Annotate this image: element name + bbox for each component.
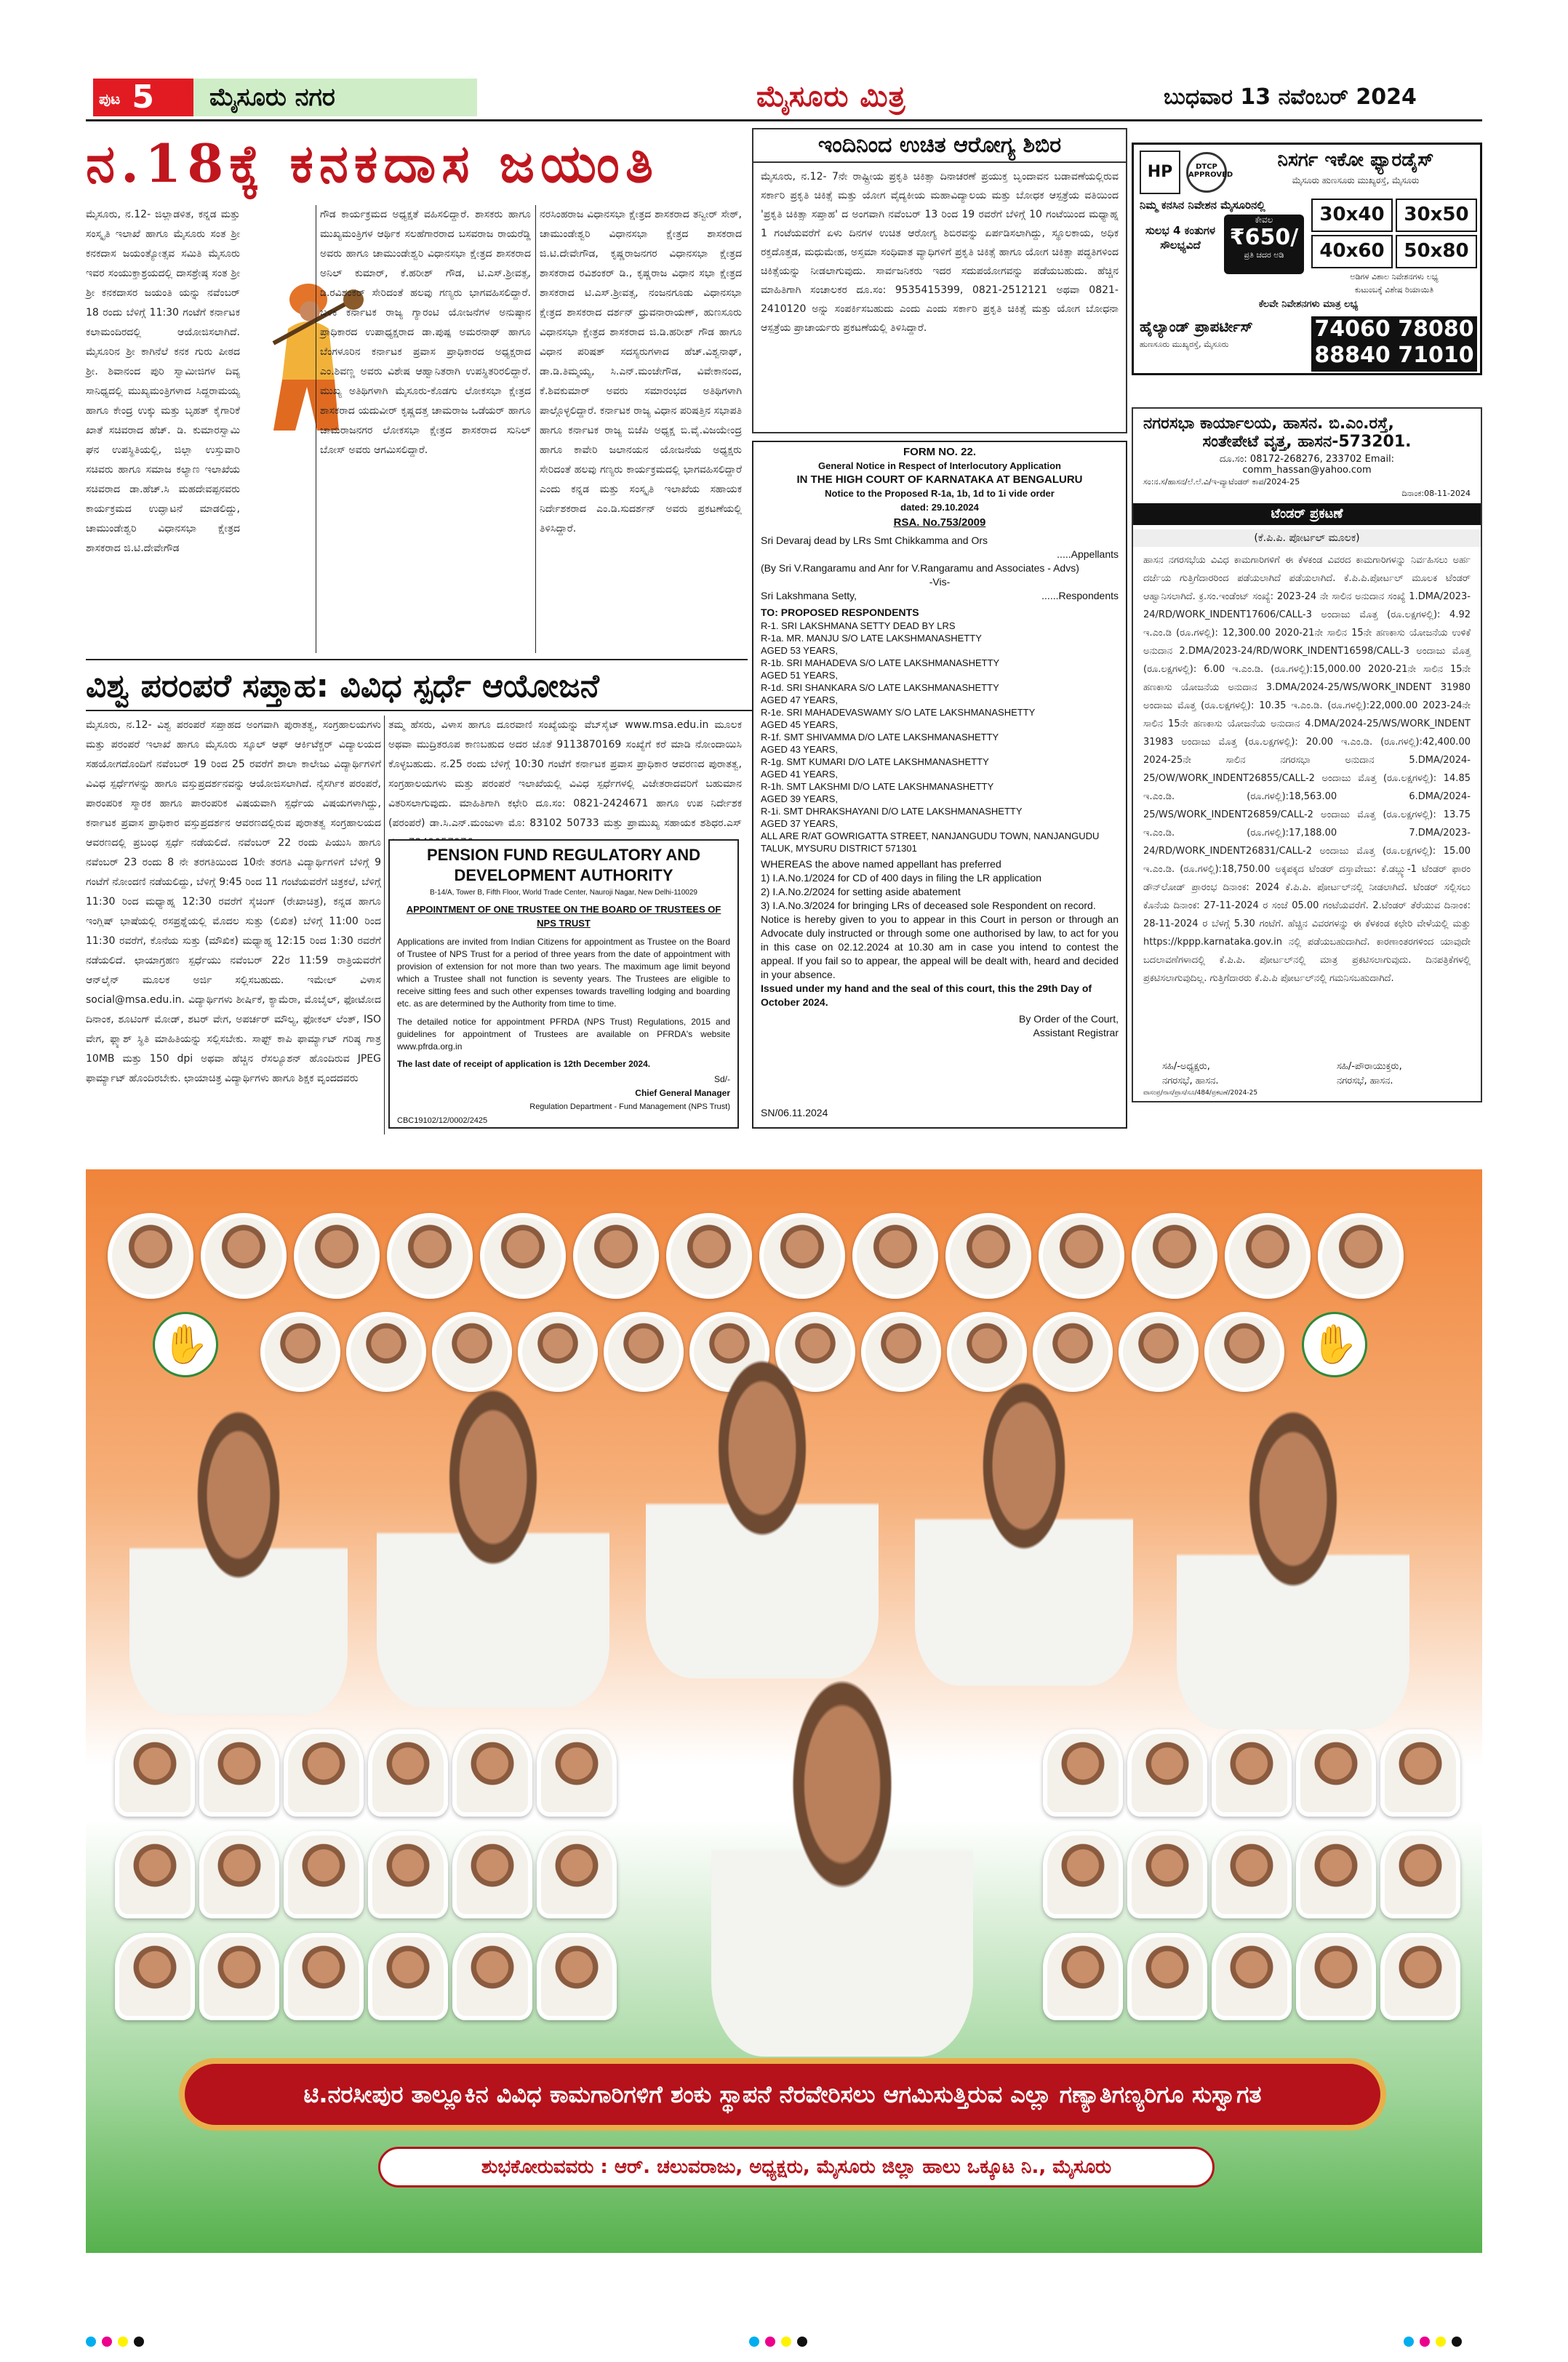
pfrda-para-1: Applications are invited from Indian Citizens for appointment as Trustee on the Board of Trustee of NPS Trust for a period of three years from the date of appointment with provision of extension for not more than two years. The maximum age limit beyond which a Trustee shall not function is seventy years. The Trustees are eligible to receive sitting fees and such other expenses towards travelling lodging and boarding etc. as are determined by the Authority from time to time. bbox=[397, 937, 730, 1009]
tender-body: ಹಾಸನ ನಗರಸಭೆಯ ವಿವಿಧ ಕಾಮಗಾರಿಗಳಿಗೆ ಈ ಕೆಳಕಂಡ ವಿವರದ ಕಾಮಗಾರಿಗಳನ್ನು ನಿರ್ವಹಿಸಲು ಅರ್ಹ ದರ್ಜೆಯ ಗುತ್ತಿಗೆದಾರರಿಂದ ಪಡೆಯಲಾಗಿದೆ ಪಡೆಯಲಾಗಿದೆ. ಕೆ.ಪಿ.ಪಿ.ಪೋರ್ಟಲ್ ಮೂಲಕ ಟೆಂಡರ್ ಆಹ್ವಾನಿಸಲಾಗಿದೆ. ಕ್ರ.ಸಂ.ಇಂಡೆಂಟ್ ಸಂಖ್ಯೆ: 2023-24 ನೇ ಸಾಲಿನ ಅನುದಾನ ಸಂಖ್ಯೆ 1.DMA/2023-24/RD/WORK_INDENT17606/CALL-3 ಅಂದಾಜು ಮೊತ್ತ (ರೂ.ಲಕ್ಷಗಳಲ್ಲಿ): 4.92 ಇ.ಎಂ.ಡಿ (ರೂ.ಗಳಲ್ಲಿ): 12,300.00 2020-21ನೇ ಸಾಲಿನ 15ನೇ ಹಣಕಾಸು ಯೋಜನೆಯ ಉಳಿಕೆ ಅನುದಾನ 2.DMA/2023-24/RD/WORK_INDENT16598/CALL-3 ಅಂದಾಜು ಮೊತ್ತ (ರೂ.ಲಕ್ಷಗಳಲ್ಲಿ): 6.00 ಇ.ಎಂ.ಡಿ. (ರೂ.ಗಳಲ್ಲಿ):15,000.00 2020-21ನೇ ಸಾಲಿನ 15ನೇ ಹಣಕಾಸು ಯೋಜನೆಯ ಅನುದಾನ 3.DMA/2024-25/WS/WORK_INDENT 31980 ಅಂದಾಜು ಮೊತ್ತ (ರೂ.ಲಕ್ಷಗಳಲ್ಲಿ): 10.35 ಇ.ಎಂ.ಡಿ. (ರೂ.ಗಳಲ್ಲಿ):22,000.00 2023-24ನೇ ಸಾಲಿನ 15ನೇ ಹಣಕಾಸು ಯೋಜನೆಯ ಅನುದಾನ 4.DMA/2024-25/WS/WORK_INDENT 31983 ಅಂದಾಜು ಮೊತ್ತ (ರೂ.ಲಕ್ಷಗಳಲ್ಲಿ): 20.00 ಇ.ಎಂ.ಡಿ. (ರೂ.ಗಳಲ್ಲಿ):42,400.00 2024-25ನೇ ಸಾಲಿನ ನಗರಸಭಾ ಅನುದಾನ 5.DMA/2024-25/OW/WORK_INDENT26855/CALL-2 ಅಂದಾಜು ಮೊತ್ತ (ರೂ.ಲಕ್ಷಗಳಲ್ಲಿ): 14.85 ಇ.ಎಂ.ಡಿ. (ರೂ.ಗಳಲ್ಲಿ):18,563.00 6.DMA/2024-25/WS/WORK_INDENT26859/CALL-2 ಅಂದಾಜು ಮೊತ್ತ (ರೂ.ಲಕ್ಷಗಳಲ್ಲಿ): 13.75 ಇ.ಎಂ.ಡಿ. (ರೂ.ಗಳಲ್ಲಿ):17,188.00 7.DMA/2023-24/RD/WORK_INDENT26831/CALL-2 ಅಂದಾಜು ಮೊತ್ತ (ರೂ.ಲಕ್ಷಗಳಲ್ಲಿ): 15.00 ಇ.ಎಂ.ಡಿ. (ರೂ.ಗಳಲ್ಲಿ):18,750.00 ಅಕ್ಕಪಕ್ಕದ ಟೆಂಡರ್ ದಸ್ತಾವೇಜು: ಕೆ.ಡಬ್ಲ್ಯು-1 ಟೆಂಡರ್ ಫಾರಂ ಡೌನ್‌ಲೋಡ್ ಪ್ರಾರಂಭ ದಿನಾಂಕ: 2024 ಕೆ.ಪಿ.ಪಿ. ಪೋರ್ಟಲ್‌ನಲ್ಲಿ ನೀಡಲಾಗಿದೆ. ಟೆಂಡರ್ ಸಲ್ಲಿಸಲು ಕೊನೆಯ ದಿನಾಂಕ: 27-11-2024 ರ ಸಂಜೆ 05.00 ಗಂಟೆಯವರೆಗೆ. 2.ಟೆಂಡರ್ ತೆರೆಯುವ ದಿನಾಂಕ: 28-11-2024 ರ ಬೆಳಗ್ಗೆ 5.30 ಗಂಟೆಗೆ. ಹೆಚ್ಚಿನ ವಿವರಗಳನ್ನು ಈ ಕೆಳಕಂಡ ಕಛೇರಿ ವೇಳೆಯಲ್ಲಿ ಮತ್ತು https://kppp.karnataka.gov.in ನಲ್ಲಿ ಪಡೆಯಬಹುದಾಗಿದೆ. ಕಾರಣಾಂತರಗಳಿಂದ ಯಾವುದೇ ಬದಲಾವಣೆಗಳಾದಲ್ಲಿ ಕೆ.ಪಿ.ಪಿ. ಪೋರ್ಟಲ್‌ನಲ್ಲಿ ಮಾತ್ರ ಪ್ರಕಟಿಸಲಾಗುವುದು. ದಿನಪತ್ರಿಕೆಗಳಲ್ಲಿ ಪ್ರಕಟಿಸಲಾಗುವುದಿಲ್ಲ. ಗುತ್ತಿಗೆದಾರರು ಕೆ.ಪಿ.ಪಿ ಪೋರ್ಟಲ್‌ನಲ್ಲಿ ಗಮನಿಸಬಹುದಾಗಿದೆ. bbox=[1143, 555, 1471, 984]
heritage-headline: ವಿಶ್ವ ಪರಂಪರೆ ಸಪ್ತಾಹ: ವಿವಿಧ ಸ್ಪರ್ಧೆ ಆಯೋಜನೆ bbox=[86, 668, 599, 705]
leader-portrait bbox=[1177, 1409, 1409, 1729]
portrait-circle bbox=[368, 1729, 448, 1817]
ad-phones bbox=[1311, 316, 1477, 372]
court-party-line: R-1f. SMT SHIVAMMA D/O LATE LAKSHMANASHETTY bbox=[761, 732, 999, 742]
color-registration-marks bbox=[749, 2336, 813, 2347]
portrait-circle bbox=[452, 1729, 532, 1817]
pfrda-para-2: The detailed notice for appointment PFRDA (NPS Trust) Regulations, 2015 and guidelines for appointment of Trustees are available on PFRDA's website www.pfrda.org.in bbox=[397, 1017, 730, 1052]
tender-foot: ವಾಸಂಪ್ರ/ನಾಸ/ಪ್ರಾಸ/ಸೂ/484/ಪ್ರಕಟಣೆ/2024-25 bbox=[1143, 1089, 1258, 1097]
portrait-circle bbox=[452, 1933, 532, 2020]
court-registrar: Assistant Registrar bbox=[1033, 1027, 1119, 1038]
column-rule bbox=[384, 716, 385, 1134]
tender-sign-2b: ನಗರಸಭೆ, ಹಾಸನ. bbox=[1337, 1076, 1393, 1086]
hp-logo: HP bbox=[1140, 151, 1180, 194]
registration-dot bbox=[797, 2337, 807, 2347]
court-order: By Order of the Court, bbox=[1019, 1013, 1119, 1025]
portrait-circle bbox=[537, 1933, 617, 2020]
court-party-line: R-1e. SRI MAHADEVASWAMY S/O LATE LAKSHMANASHETTY bbox=[761, 707, 1036, 718]
color-registration-marks bbox=[1404, 2336, 1468, 2347]
column-rule bbox=[535, 205, 536, 653]
portrait-circle bbox=[199, 1831, 279, 1918]
pfrda-dept: Regulation Department - Fund Management (NPS Trust) bbox=[529, 1102, 730, 1111]
portrait-circle bbox=[1043, 1729, 1123, 1817]
portrait-circle bbox=[861, 1312, 941, 1392]
court-form: FORM NO. 22. bbox=[903, 446, 976, 458]
tender-sign-1: ಸಹಿ/-ಅಧ್ಯಕ್ಷರು, bbox=[1162, 1061, 1210, 1072]
price-suffix: ಪ್ರತಿ ಚದರ ಅಡಿ bbox=[1244, 250, 1284, 260]
ad-phone-1: 74060 78080 bbox=[1314, 316, 1474, 342]
price-prefix: ಕೇವಲ bbox=[1255, 215, 1273, 225]
tender-address: ಸಂತೇಪೇಟೆ ವೃತ್ತ, ಹಾಸನ-573201. bbox=[1202, 433, 1412, 451]
court-party-line: AGED 41 YEARS, bbox=[761, 769, 838, 780]
portrait-circle bbox=[1380, 1729, 1460, 1817]
court-party-line: R-1. SRI LAKSHMANA SETTY DEAD BY LRS bbox=[761, 620, 956, 631]
portrait-circle bbox=[1296, 1729, 1376, 1817]
property-ad bbox=[1132, 143, 1482, 375]
court-appellant: Sri Devaraj dead by LRs Smt Chikkamma and Ors bbox=[761, 535, 988, 546]
welcome-banner: ಟಿ.ನರಸೀಪುರ ತಾಲ್ಲೂಕಿನ ವಿವಿಧ ಕಾಮಗಾರಿಗಳಿಗೆ ಶಂಕು ಸ್ಥಾಪನೆ ನೆರವೇರಿಸಲು ಆಗಮಿಸುತ್ತಿರುವ ಎಲ್ಲಾ ಗಣ್ಯಾತಿಗಣ್ಯರಿಗೂ ಸುಸ್ವಾಗತ bbox=[179, 2058, 1386, 2131]
court-party-line: AGED 53 YEARS, bbox=[761, 645, 838, 656]
portrait-circle bbox=[1212, 1933, 1292, 2020]
court-sn: SN/06.11.2024 bbox=[761, 1107, 828, 1118]
portrait-circle bbox=[284, 1729, 364, 1817]
main-portrait bbox=[711, 1678, 973, 2057]
portrait-circle bbox=[1318, 1213, 1404, 1299]
lead-col3: ನರಸಿಂಹರಾಜ ವಿಧಾನಸಭಾ ಕ್ಷೇತ್ರದ ಶಾಸಕರಾದ ತನ್ವೀರ್ ಸೇಠ್, ಚಾಮುಂಡೇಶ್ವರಿ ವಿಧಾನಸಭಾ ಕ್ಷೇತ್ರದ ಶಾಸಕರಾದ ಜಿ.ಟಿ.ದೇವೇಗೌಡ, ಕೃಷ್ಣರಾಜನಗರ ವಿಧಾನಸಭಾ ಕ್ಷೇತ್ರದ ಶಾಸಕರಾದ ರವಿಶಂಕರ್ ಡಿ., ಕೃಷ್ಣರಾಜ ವಿಧಾನ ಸಭಾ ಕ್ಷೇತ್ರದ ಶಾಸಕರಾದ ಟಿ.ಎಸ್.ಶ್ರೀವತ್ಸ, ನಂಜನಗೂಡು ವಿಧಾನಸಭಾ ಕ್ಷೇತ್ರದ ಶಾಸಕರಾದ ದರ್ಶನ್ ಧ್ರುವನಾರಾಯಣ್, ಹುಣಸೂರು ವಿಧಾನಸಭಾ ಕ್ಷೇತ್ರದ ಶಾಸಕರಾದ ಜಿ.ಡಿ.ಹರೀಶ್ ಗೌಡ ಹಾಗೂ ವಿಧಾನ ಪರಿಷತ್ ಸದಸ್ಯರುಗಳಾದ ಹೆಚ್.ವಿಶ್ವನಾಥ್, ಡಾ.ಡಿ.ತಿಮ್ಮಯ್ಯ, ಸಿ.ಎನ್.ಮಂಜೇಗೌಡ, ವಿವೇಕಾನಂದ, ಕೆ.ಶಿವಕುಮಾರ್ ಅವರು ಸಮಾರಂಭದ ಅತಿಥಿಗಳಾಗಿ ಪಾಲ್ಗೊಳ್ಳಲಿದ್ದಾರೆ. ಕರ್ನಾಟಕ ರಾಜ್ಯ ವಿಧಾನ ಪರಿಷತ್ತಿನ ಸಭಾಪತಿ ಹಾಗೂ ಕರ್ನಾಟಕ ರಾಜ್ಯ ಬಿಜೆಪಿ ಅಧ್ಯಕ್ಷ ಬಿ.ವೈ.ವಿಜಯೇಂದ್ರ ಹಾಗೂ ಕಾವೇರಿ ಜಲಾನಯನ ಯೋಜನೆಯ ಅಧ್ಯಕ್ಷರು ಸೇರಿದಂತೆ ಹಲವು ಗಣ್ಯರು ಕಾರ್ಯಕ್ರಮದಲ್ಲಿ ಭಾಗವಹಿಸಲಿದ್ದಾರೆ ಎಂದು ಕನ್ನಡ ಮತ್ತು ಸಂಸ್ಕೃತಿ ಇಲಾಖೆಯ ಸಹಾಯಕ ನಿರ್ದೇಶಕರಾದ ಎಂ.ಡಿ.ಸುದರ್ಶನ್ ಅವರು ಪ್ರಕಟಣೆಯಲ್ಲಿ ತಿಳಿಸಿದ್ದಾರೆ. bbox=[540, 209, 742, 535]
page-number: 5 bbox=[132, 79, 154, 116]
court-notice bbox=[752, 441, 1127, 1129]
portrait-circle bbox=[346, 1312, 426, 1392]
pfrda-subtitle: APPOINTMENT OF ONE TRUSTEE ON THE BOARD OF TRUSTEES OF NPS TRUST bbox=[406, 904, 721, 929]
page-number-badge bbox=[93, 79, 193, 116]
party-hand-symbol-icon: ✋ bbox=[1302, 1312, 1367, 1377]
portrait-circle bbox=[115, 1831, 195, 1918]
pfrda-title: PENSION FUND REGULATORY AND DEVELOPMENT AUTHORITY bbox=[426, 846, 701, 884]
registration-dot bbox=[86, 2337, 96, 2347]
ad-easy-installments: ಸುಲಭ 4 ಕಂತುಗಳ ಸೌಲಭ್ಯವಿದೆ bbox=[1145, 224, 1215, 252]
portrait-circle bbox=[1225, 1213, 1311, 1299]
dtcp-seal: DTCP APPROVED bbox=[1186, 152, 1227, 193]
court-issued: Issued under my hand and the seal of this court, this the 29th Day of October 2024. bbox=[761, 982, 1092, 1008]
portrait-circle bbox=[108, 1213, 193, 1299]
court-counsel: (By Sri V.Rangaramu and Anr for V.Rangaramu and Associates - Advs) bbox=[761, 562, 1079, 574]
court-line: Notice to the Proposed R-1a, 1b, 1d to 1i vide order bbox=[825, 488, 1055, 499]
portrait-circle bbox=[284, 1933, 364, 2020]
tender-title: ಟೆಂಡರ್ ಪ್ರಕಟಣೆ bbox=[1133, 503, 1481, 525]
portrait-circle bbox=[573, 1213, 659, 1299]
pfrda-sd: Sd/- bbox=[713, 1074, 730, 1084]
court-whereas: WHEREAS the above named appellant has preferred bbox=[761, 858, 1001, 870]
portrait-circle bbox=[1212, 1831, 1292, 1918]
lead-headline: ನ.18ಕ್ಕೆ ಕನಕದಾಸ ಜಯಂತಿ bbox=[86, 132, 660, 194]
ad-note-2: ಕುಟುಂಬಕ್ಕೆ ವಿಶೇಷ ರಿಯಾಯಿತಿ bbox=[1354, 285, 1434, 295]
tender-dated: ದಿನಾಂಕ:08-11-2024 bbox=[1401, 489, 1471, 498]
tender-phone: ದೂ.ಸಂ: 08172-268276, 233702 Email: bbox=[1219, 454, 1395, 465]
court-party-line: R-1i. SMT DHRAKSHAYANI D/O LATE LAKSHMANASHETTY bbox=[761, 806, 1023, 817]
portrait-circle bbox=[1132, 1213, 1217, 1299]
portrait-circle bbox=[604, 1312, 684, 1392]
portrait-circle bbox=[1296, 1933, 1376, 2020]
registration-dot bbox=[118, 2337, 128, 2347]
court-parties bbox=[753, 620, 1126, 854]
health-body: ಮೈಸೂರು, ನ.12- 7ನೇ ರಾಷ್ಟ್ರೀಯ ಪ್ರಕೃತಿ ಚಿಕಿತ್ಸಾ ದಿನಾಚರಣೆ ಪ್ರಯುಕ್ತ ಬೃಂದಾವನ ಬಡಾವಣೆಯಲ್ಲಿರುವ ಸರ್ಕಾರಿ ಪ್ರಕೃತಿ ಚಿಕಿತ್ಸೆ ಮತ್ತು ಯೋಗ ವೈದ್ಯಕೀಯ ಮಹಾವಿದ್ಯಾಲಯ ಮತ್ತು ಬೋಧಕ ಆಸ್ಪತ್ರೆಯ ವತಿಯಿಂದ 'ಪ್ರಕೃತಿ ಚಿಕಿತ್ಸಾ ಸಪ್ತಾಹ' ದ ಅಂಗವಾಗಿ ನವೆಂಬರ್ 13 ರಿಂದ 19 ರವರೆಗೆ ಬೆಳಿಗ್ಗೆ 10 ಗಂಟೆಯಿಂದ ಮಧ್ಯಾಹ್ನ 1 ಗಂಟೆಯವರೆಗೆ ಏಳು ದಿನಗಳ ಉಚಿತ ಆರೋಗ್ಯ ಶಿಬಿರವನ್ನು ಏರ್ಪಡಿಸಲಾಗಿದ್ದು, ಸ್ಥೂಲಕಾಯ, ಅಧಿಕ ರಕ್ತದೊತ್ತಡ, ಮಧುಮೇಹ, ಅಸ್ತಮಾ ಸಂಧಿವಾತ ವ್ಯಾಧಿಗಳಿಗೆ ಪ್ರಕೃತಿ ಚಿಕಿತ್ಸೆ ಹಾಗೂ ಯೋಗ ಚಿಕಿತ್ಸಾ ಪದ್ಧತಿಗಳಿಂದ ಚಿಕಿತ್ಸೆಯನ್ನು ನೀಡಲಾಗುವುದು. ಸಾರ್ವಜನಿಕರು ಇದರ ಸದುಪಯೋಗವನ್ನು ಪಡೆಯಬಹುದು. ಹೆಚ್ಚಿನ ಮಾಹಿತಿಗಾಗಿ ಸಂಚಾಲಕರ ದೂ.ಸಂ: 9535415399, 0821-2512121 ಅಥವಾ 0821-2410120 ಅನ್ನು ಸಂಪರ್ಕಿಸಬಹುದು ಎಂದು ಎಂದು ಸರ್ಕಾರಿ ಪ್ರಕೃತಿ ಚಿಕಿತ್ಸೆ ಮತ್ತು ಯೋಗ ಬೋಧನಾ ಆಸ್ಪತ್ರೆಯ ಪ್ರಾಚಾರ್ಯರು ಪ್ರಕಟಣೆಯಲ್ಲಿ ತಿಳಿಸಿದ್ದಾರೆ. bbox=[761, 171, 1119, 334]
portrait-circle bbox=[368, 1933, 448, 2020]
portrait-circle bbox=[1119, 1312, 1199, 1392]
portrait-circle bbox=[1127, 1831, 1207, 1918]
portrait-circle bbox=[1127, 1729, 1207, 1817]
portrait-circle bbox=[1043, 1831, 1123, 1918]
edition-date: ಬುಧವಾರ 13 ನವೆಂಬರ್ 2024 bbox=[1164, 84, 1417, 110]
leader-portrait bbox=[129, 1409, 348, 1715]
plot-size: 40x60 bbox=[1311, 235, 1393, 268]
registration-dot bbox=[1420, 2337, 1430, 2347]
court-ia-3: 3) I.A.No.3/2024 for bringing LRs of deceased sole Respondent on record. bbox=[761, 900, 1096, 911]
court-party-line: R-1g. SMT KUMARI D/O LATE LAKSHMANASHETTY bbox=[761, 756, 989, 767]
court-party-line: AGED 45 YEARS, bbox=[761, 719, 838, 730]
portrait-circle bbox=[201, 1213, 287, 1299]
registration-dot bbox=[102, 2337, 112, 2347]
court-notice-text: Notice is hereby given to you to appear in this Court in person or through an Advocate duly instructed or through some one authorised by law, to act for you in this case on 02.12.2024 at 10.30 am in case you intend to contest the appeal. If you fail so to appear, the appeal will be dealt with, heard and decided in your absence. bbox=[761, 913, 1119, 980]
portrait-circle bbox=[518, 1312, 598, 1392]
portrait-circle bbox=[432, 1312, 512, 1392]
ad-company-sub: ಹುಣಸೂರು ಮುಖ್ಯರಸ್ತೆ, ಮೈಸೂರು bbox=[1140, 340, 1229, 349]
portrait-circle bbox=[945, 1213, 1031, 1299]
leader-portrait bbox=[646, 1358, 879, 1678]
portrait-circle bbox=[452, 1831, 532, 1918]
registration-dot bbox=[1404, 2337, 1414, 2347]
court-line: dated: 29.10.2024 bbox=[900, 502, 979, 513]
pfrda-address: B-14/A, Tower B, Fifth Floor, World Trade Center, Nauroji Nagar, New Delhi-110029 bbox=[430, 889, 697, 897]
court-respondents-tag: ......Respondents bbox=[1041, 590, 1119, 601]
court-to: TO: PROPOSED RESPONDENTS bbox=[761, 606, 919, 618]
masthead: ಮೈಸೂರು ಮಿತ್ರ bbox=[756, 80, 906, 113]
portrait-circle bbox=[1380, 1831, 1460, 1918]
portrait-circle bbox=[199, 1729, 279, 1817]
heritage-col2: ತಮ್ಮ ಹೆಸರು, ವಿಳಾಸ ಹಾಗೂ ದೂರವಾಣಿ ಸಂಖ್ಯೆಯನ್ನು ವೆಬ್‌ಸೈಟ್ www.msa.edu.in ಮೂಲಕ ಅಥವಾ ಮುದ್ರಿತರೂಪ ಕಾಣಬಹುದ ಅದರ ಜೊತೆ 9113870169 ಸಂಖ್ಯೆಗೆ ಕರೆ ಮಾಡಿ ನೋಂದಾಯಿಸಿ ಕೊಳ್ಳಬಹುದು. ನ.25 ರಂದು ಬೆಳಿಗ್ಗೆ 10:30 ಗಂಟೆಗೆ ಕರ್ನಾಟಕ ಪ್ರವಾಸ ಪ್ರಾಧಿಕಾರ ಆವರಣದ ಪುರಾತತ್ವ, ಸಂಗ್ರಹಾಲಯಗಳು ಮತ್ತು ಪರಂಪರೆ ಇಲಾಖೆಯಲ್ಲಿ ವಿವಿಧ ಸ್ಪರ್ಧೆಗಳಲ್ಲಿ ವಿಜೇತರಾದವರಿಗೆ ಬಹುಮಾನ ವಿತರಿಸಲಾಗುವುದು. ಮಾಹಿತಿಗಾಗಿ ಕಛೇರಿ ದೂ.ಸಂ: 0821-2424671 ಹಾಗೂ ಉಪ ನಿರ್ದೇಶಕ (ಪರಂಪರೆ) ಡಾ.ಸಿ.ಎನ್.ಮಂಜುಳಾ ಮೊ: 83102 50733 ಮತ್ತು ಪ್ರಾಮುಖ್ಯ ಸಹಾಯಕ ಶಶಿಧರ.ಎಸ್ bbox=[388, 719, 742, 829]
portrait-circle bbox=[1043, 1933, 1123, 2020]
plot-size: 50x80 bbox=[1396, 235, 1477, 268]
lead-col2: ಗೌಡ ಕಾರ್ಯಕ್ರಮದ ಅಧ್ಯಕ್ಷತೆ ವಹಿಸಲಿದ್ದಾರೆ. ಶಾಸಕರು ಹಾಗೂ ಮುಖ್ಯಮಂತ್ರಿಗಳ ಆರ್ಥಿಕ ಸಲಹೆಗಾರರಾದ ಬಸವರಾಜ ರಾಯರೆಡ್ಡಿ ಅವರು ಹಾಗೂ ಚಾಮುಂಡೇಶ್ವರಿ ವಿಧಾನಸಭಾ ಕ್ಷೇತ್ರದ ಶಾಸಕರಾದ ಅನಿಲ್ ಕುಮಾರ್, ಕೆ.ಹರೀಶ್ ಗೌಡ, ಟಿ.ಎಸ್.ಶ್ರೀವತ್ಸ, ಡಿ.ರವಿಶಂಕರ್ ಸೇರಿದಂತೆ ಹಲವು ಗಣ್ಯರು ಭಾಗವಹಿಸಲಿದ್ದಾರೆ. ಬಳಿಕ ಕರ್ನಾಟಕ ರಾಜ್ಯ ಗ್ಯಾರಂಟಿ ಯೋಜನೆಗಳ ಅನುಷ್ಠಾನ ಪ್ರಾಧಿಕಾರದ ಉಪಾಧ್ಯಕ್ಷರಾದ ಡಾ.ಪುಷ್ಪ ಅಮರನಾಥ್ ಹಾಗೂ ಬೆಂಗಳೂರಿನ ಕರ್ನಾಟಕ ಪ್ರವಾಸ ಪ್ರಾಧಿಕಾರದ ಅಧ್ಯಕ್ಷರಾದ ಎಂ.ಶಿವಣ್ಣ ಅವರು ವಿಶೇಷ ಆಹ್ವಾನಿತರಾಗಿ ಉಪಸ್ಥಿತರಿರಲಿದ್ದಾರೆ. ಮುಖ್ಯ ಅತಿಥಿಗಳಾಗಿ ಮೈಸೂರು-ಕೊಡಗು ಲೋಕಸಭಾ ಕ್ಷೇತ್ರದ ಶಾಸಕರಾದ ಯದುವೀರ್ ಕೃಷ್ಣದತ್ತ ಚಾಮರಾಜ ಒಡೆಯರ್ ಹಾಗೂ ಚಾಮರಾಜನಗರ ಲೋಕಸಭಾ ಕ್ಷೇತ್ರದ ಶಾಸಕರಾದ ಸುನಿಲ್ ಬೋಸ್ ಅವರು ಆಗಮಿಸಲಿದ್ದಾರೆ. bbox=[320, 209, 531, 456]
court-respondent-row bbox=[753, 589, 1126, 603]
tender-notice bbox=[1132, 407, 1482, 1102]
party-hand-symbol-icon: ✋ bbox=[153, 1312, 218, 1377]
court-line: IN THE HIGH COURT OF KARNATAKA AT BENGALURU bbox=[796, 473, 1083, 486]
pfrda-para-3: The last date of receipt of application is 12th December 2024. bbox=[397, 1059, 651, 1069]
court-party-line: R-1h. SMT LAKSHMI D/O LATE LAKSHMANASHETTY bbox=[761, 781, 994, 792]
wishers-banner: ಶುಭಕೋರುವವರು : ಆರ್. ಚಲುವರಾಜು, ಅಧ್ಯಕ್ಷರು, ಮೈಸೂರು ಜಿಲ್ಲಾ ಹಾಲು ಒಕ್ಕೂಟ ನಿ., ಮೈಸೂರು bbox=[378, 2147, 1215, 2187]
portrait-circle bbox=[294, 1213, 380, 1299]
portrait-circle bbox=[115, 1933, 195, 2020]
plot-size: 30x50 bbox=[1396, 199, 1477, 232]
court-party-line: AGED 47 YEARS, bbox=[761, 694, 838, 705]
price-value: 650/ bbox=[1244, 225, 1299, 250]
portrait-circle bbox=[759, 1213, 845, 1299]
leader-portrait bbox=[915, 1380, 1133, 1686]
heritage-col1: ಮೈಸೂರು, ನ.12- ವಿಶ್ವ ಪರಂಪರೆ ಸಪ್ತಾಹದ ಅಂಗವಾಗಿ ಪುರಾತತ್ವ, ಸಂಗ್ರಹಾಲಯಗಳು ಮತ್ತು ಪರಂಪರೆ ಇಲಾಖೆ ಹಾಗೂ ಮೈಸೂರು ಸ್ಕೂಲ್ ಆಫ್ ಆರ್ಕಿಟೆಕ್ಚರ್ ವಿದ್ಯಾಲಯದ ಸಹಯೋಗದೊಂದಿಗೆ ನವೆಂಬರ್ 19 ರಿಂದ 25 ರವರೆಗೆ ಶಾಲಾ ಕಾಲೇಜು ವಿದ್ಯಾರ್ಥಿಗಳಿಗೆ ವಿವಿಧ ಸ್ಪರ್ಧೆಗಳನ್ನು ಹಾಗೂ ವಸ್ತುಪ್ರದರ್ಶನವನ್ನು ಆಯೋಜಿಸಲಾಗಿದೆ. ನೈಸರ್ಗಿಕ ಪರಂಪರೆ, ಪಾರಂಪರಿಕ ಸ್ಮಾರಕ ಹಾಗೂ ಪಾರಂಪರಿಕ ವಿಷಯವಾಗಿ ಸ್ಪರ್ಧೆಯ ವಿಷಯಗಳಾಗಿದ್ದು, ಕರ್ನಾಟಕ ಪ್ರವಾಸ ಪ್ರಾಧಿಕಾರ ವಸ್ತುಪ್ರದರ್ಶನ ಆವರಣದಲ್ಲಿರುವ ಪುರಾತತ್ವ ಸಂಗ್ರಹಾಲಯದ ಆವರಣದಲ್ಲಿ ಪ್ರಬಂಧ ಸ್ಪರ್ಧೆ ನಡೆಯಲಿದೆ. ನವೆಂಬರ್ 22 ರಂದು ಪಿಯುಸಿ ಹಾಗೂ ನವೆಂಬರ್ 23 ರಂದು 8 ನೇ ತರಗತಿಯಿಂದ 10ನೇ ತರಗತಿ ವಿದ್ಯಾರ್ಥಿಗಳಿಗೆ ಬೆಳಿಗ್ಗೆ 9 ಗಂಟೆಗೆ ನೋಂದಣಿ ನಡೆಯಲಿದ್ದು, ಬೆಳಿಗ್ಗೆ 9:45 ರಿಂದ 11 ಗಂಟೆಯವರೆಗೆ ಚಿತ್ರಕಲೆ, ಬೆಳಿಗ್ಗೆ 11:30 ರಿಂದ ಮಧ್ಯಾಹ್ನ 12:30 ರವರೆಗೆ ಸ್ಕೆಚಿಂಗ್ (ರೇಖಾಚಿತ್ರ), ಕನ್ನಡ ಹಾಗೂ ಇಂಗ್ಲಿಷ್ ಭಾಷೆಯಲ್ಲಿ ರಸಪ್ರಶ್ನೆಯಲ್ಲಿ ಮೊದಲ ಸುತ್ತು (ಲಿಖಿತ) ಬೆಳಿಗ್ಗೆ 11:00 ರಿಂದ 11:30 ರವರೆಗೆ, ಕೊನೆಯ ಸುತ್ತು (ಮೌಖಿಕ) ಮಧ್ಯಾಹ್ನ 12:15 ರಿಂದ 1:30 ರವರೆಗೆ ನಡೆಯಲಿದೆ. ಛಾಯಾಗ್ರಹಣ ಸ್ಪರ್ಧೆಯು ನವೆಂಬರ್ 22ರ 11:59 ರಾತ್ರಿಯವರೆಗೆ ಆನ್‌ಲೈನ್ ಮೂಲಕ ಅರ್ಜಿ ಸಲ್ಲಿಸಬಹುದು. ಇಮೇಲ್ ವಿಳಾಸ social@msa.edu.in. ವಿದ್ಯಾರ್ಥಿಗಳು ಶೀರ್ಷಿಕೆ, ಕ್ಯಾಮೆರಾ, ಮೊಬೈಲ್, ಫೋಟೋದ ದಿನಾಂಕ, ಶೂಟಿಂಗ್ ಮೋಡ್, ಶಟರ್ ವೇಗ, ಅಪರ್ಚರ್ ಮೌಲ್ಯ, ಫೋಕಲ್ ಲೆಂತ್, ISO ವೇಗ, ಫ್ಲ್ಯಾಶ್ ಸ್ಥಿತಿ ಮಾಹಿತಿಯನ್ನು ಸಲ್ಲಿಸಬೇಕು. ಸಾಫ್ಟ್ ಕಾಪಿ ಫಾರ್ಮ್ಯಾಟ್ ಗರಿಷ್ಠ ಗಾತ್ರ 10MB ಮತ್ತು 150 dpi ಅಥವಾ ಹೆಚ್ಚಿನ ರೆಸಲ್ಯೂಶನ್ ಹೊಂದಿರುವ JPEG ಫಾರ್ಮ್ಯಾಟ್ ಹೊಂದಿರಬೇಕು. ಛಾಯಾಚಿತ್ರ ವಿದ್ಯಾರ್ಥಿಗಳು ಹಾಗೂ ಶಿಕ್ಷಕ ವೃಂದದವರು bbox=[86, 719, 381, 1084]
court-party-line: AGED 37 YEARS, bbox=[761, 818, 838, 829]
ad-price-badge: ಕೇವಲ ₹650/ ಪ್ರತಿ ಚದರ ಅಡಿ bbox=[1224, 215, 1304, 274]
portrait-circle bbox=[115, 1729, 195, 1817]
ad-brand-sub: ಮೈಸೂರು ಹುಣಸೂರು ಮುಖ್ಯರಸ್ತೆ, ಮೈಸೂರು bbox=[1292, 175, 1420, 185]
portrait-circle bbox=[199, 1933, 279, 2020]
lead-col1: ಮೈಸೂರು, ನ.12- ಜಿಲ್ಲಾಡಳಿತ, ಕನ್ನಡ ಮತ್ತು ಸಂಸ್ಕೃತಿ ಇಲಾಖೆ ಹಾಗೂ ಮೈಸೂರು ಸಂತ ಶ್ರೀ ಕನಕದಾಸ ಜಯಂತ್ಯೋತ್ಸವ ಸಮಿತಿ ಮೈಸೂರು ಇವರ ಸಂಯುಕ್ತಾಶ್ರಯದಲ್ಲಿ ದಾಸಶ್ರೇಷ್ಠ ಸಂತ ಶ್ರೀ ಶ್ರೀ ಕನಕದಾಸರ ಜಯಂತಿ ಯನ್ನು ನವೆಂಬರ್ 18 ರಂದು ಬೆಳಿಗ್ಗೆ 11:30 ಗಂಟೆಗೆ ಕರ್ನಾಟಕ ಕಲಾಮಂದಿರದಲ್ಲಿ ಆಯೋಜಿಸಲಾಗಿದೆ. ಮೈಸೂರಿನ ಶ್ರೀ ಕಾಗಿನೆಲೆ ಕನಕ ಗುರು ಪೀಠದ ಶ್ರೀ. ಶಿವಾನಂದ ಪುರಿ ಸ್ವಾಮೀಜಿಗಳ ದಿವ್ಯ ಸಾನಿಧ್ಯದಲ್ಲಿ ಮುಖ್ಯಮಂತ್ರಿಗಳಾದ ಸಿದ್ದರಾಮಯ್ಯ ಹಾಗೂ ಕೇಂದ್ರ ಉಕ್ಕು ಮತ್ತು ಬೃಹತ್ ಕೈಗಾರಿಕೆ ಖಾತೆ ಸಚಿವರಾದ ಹೆಚ್. ಡಿ. ಕುಮಾರಸ್ವಾಮಿ ಘನ ಉಪಸ್ಥಿತಿಯಲ್ಲಿ, ಜಿಲ್ಲಾ ಉಸ್ತುವಾರಿ ಸಚಿವರು ಹಾಗೂ ಸಮಾಜ ಕಲ್ಯಾಣ ಇಲಾಖೆಯ ಸಚಿವರಾದ ಡಾ.ಹೆಚ್.ಸಿ ಮಹದೇವಪ್ಪನವರು ಕಾರ್ಯಕ್ರಮದ ಉದ್ಘಾಟನೆ ಮಾಡಲಿದ್ದು, ಚಾಮುಂಡೇಶ್ವರಿ ವಿಧಾನಸಭಾ ಕ್ಷೇತ್ರದ ಶಾಸಕರಾದ ಜಿ.ಟಿ.ದೇವೇಗೌಡ bbox=[86, 209, 240, 554]
portrait-circle bbox=[537, 1729, 617, 1817]
portrait-circle bbox=[368, 1831, 448, 1918]
leader-portrait bbox=[377, 1388, 609, 1708]
court-party-line: AGED 51 YEARS, bbox=[761, 670, 838, 681]
registration-dot bbox=[781, 2337, 791, 2347]
portrait-circle bbox=[1039, 1213, 1124, 1299]
section-title: ಮೈಸೂರು ನಗರ bbox=[193, 79, 477, 116]
court-rsa: RSA. No.753/2009 bbox=[893, 516, 986, 529]
portrait-circle bbox=[480, 1213, 566, 1299]
portrait-circle bbox=[1380, 1933, 1460, 2020]
portrait-circle bbox=[260, 1312, 340, 1392]
court-ia-1: 1) I.A.No.1/2024 for CD of 400 days in filing the LR application bbox=[761, 872, 1041, 884]
court-party-line: R-1a. MR. MANJU S/O LATE LAKSHMANASHETTY bbox=[761, 633, 982, 644]
registration-dot bbox=[1436, 2337, 1446, 2347]
court-party-line: ALL ARE R/AT GOWRIGATTA STREET, NANJANGUDU TOWN, NANJANGUDU TALUK, MYSURU DISTRICT 571301 bbox=[761, 830, 1100, 854]
court-appellants-tag: .....Appellants bbox=[1057, 548, 1119, 560]
court-vs: -Vis- bbox=[929, 576, 951, 588]
court-header-lines bbox=[753, 459, 1126, 514]
ad-brand: ನಿಸರ್ಗ ಇಕೋ ಫ್ಯಾರಡೈಸ್ bbox=[1277, 149, 1434, 171]
portrait-circle bbox=[387, 1213, 473, 1299]
tender-sign-1b: ನಗರಸಭೆ, ಹಾಸನ. bbox=[1162, 1076, 1219, 1086]
ad-phone-2: 88840 71010 bbox=[1314, 343, 1474, 368]
tender-subtitle: (ಕೆ.ಪಿ.ಪಿ. ಪೋರ್ಟಲ್ ಮೂಲಕ) bbox=[1133, 529, 1481, 547]
tender-email: comm_hassan@yahoo.com bbox=[1242, 465, 1372, 476]
portrait-circle bbox=[284, 1831, 364, 1918]
page-label: ಪುಟ bbox=[99, 90, 121, 108]
portrait-circle bbox=[537, 1831, 617, 1918]
plot-size: 30x40 bbox=[1311, 199, 1393, 232]
court-party-line: R-1b. SRI MAHADEVA S/O LATE LAKSHMANASHETTY bbox=[761, 657, 1000, 668]
court-line: General Notice in Respect of Interlocutory Application bbox=[818, 460, 1061, 471]
ad-note-1: ಅಡಿಗಳ ವಿಶಾಲ ನಿವೇಶನಗಳು ಲಭ್ಯ bbox=[1350, 272, 1439, 281]
section-rule bbox=[86, 659, 748, 660]
registration-dot bbox=[1452, 2337, 1462, 2347]
header-rule bbox=[86, 119, 1482, 121]
court-respondent: Sri Lakshmana Setty, bbox=[761, 590, 857, 601]
pfrda-notice bbox=[388, 839, 739, 1129]
registration-dot bbox=[749, 2337, 759, 2347]
tender-office: ನಗರಸಭಾ ಕಾರ್ಯಾಲಯ, ಹಾಸನ. ಬಿ.ಎಂ.ರಸ್ತೆ, bbox=[1143, 415, 1394, 433]
portrait-circle bbox=[1212, 1729, 1292, 1817]
color-registration-marks bbox=[86, 2336, 150, 2347]
ad-tagline: ನಿಮ್ಮ ಕನಸಿನ ನಿವೇಶನ ಮೈಸೂರಿನಲ್ಲಿ bbox=[1140, 199, 1265, 212]
health-title: ಇಂದಿನಿಂದ ಉಚಿತ ಆರೋಗ್ಯ ಶಿಬಿರ bbox=[753, 129, 1126, 163]
portrait-circle bbox=[852, 1213, 938, 1299]
health-camp-box bbox=[752, 128, 1127, 433]
ad-note-3: ಕೆಲವೇ ನಿವೇಶನಗಳು ಮಾತ್ರ ಲಭ್ಯ bbox=[1258, 299, 1359, 310]
registration-dot bbox=[765, 2337, 775, 2347]
pfrda-signatory: Chief General Manager bbox=[635, 1088, 730, 1098]
portrait-circle bbox=[1296, 1831, 1376, 1918]
court-party-line: AGED 43 YEARS, bbox=[761, 744, 838, 755]
portrait-circle bbox=[666, 1213, 752, 1299]
registration-dot bbox=[134, 2337, 144, 2347]
tender-ref: ಸಂ:ನ.ಸ/ಹಾಸನ/ಲೆ.ಲೆ.ವಿ/ಇ-ವ್ಯಾಟೆಂಡರ್ ಕಾಪ/2024-25 bbox=[1143, 477, 1300, 487]
court-ia-2: 2) I.A.No.2/2024 for setting aside abatement bbox=[761, 886, 961, 897]
portrait-circle bbox=[1127, 1933, 1207, 2020]
portrait-circle bbox=[1204, 1312, 1284, 1392]
court-party-line: R-1d. SRI SHANKARA S/O LATE LAKSHMANASHETTY bbox=[761, 682, 999, 693]
court-party-line: AGED 39 YEARS, bbox=[761, 793, 838, 804]
tender-sign-2: ಸಹಿ/-ಪೌರಾಯುಕ್ತರು, bbox=[1337, 1061, 1402, 1072]
ad-company: ಹೈಲ್ಯಾಂಡ್ ಪ್ರಾಪರ್ಟೀಸ್ bbox=[1140, 318, 1253, 335]
pfrda-code: CBC19102/12/0002/2425 bbox=[397, 1116, 488, 1125]
plot-sizes bbox=[1311, 199, 1477, 268]
